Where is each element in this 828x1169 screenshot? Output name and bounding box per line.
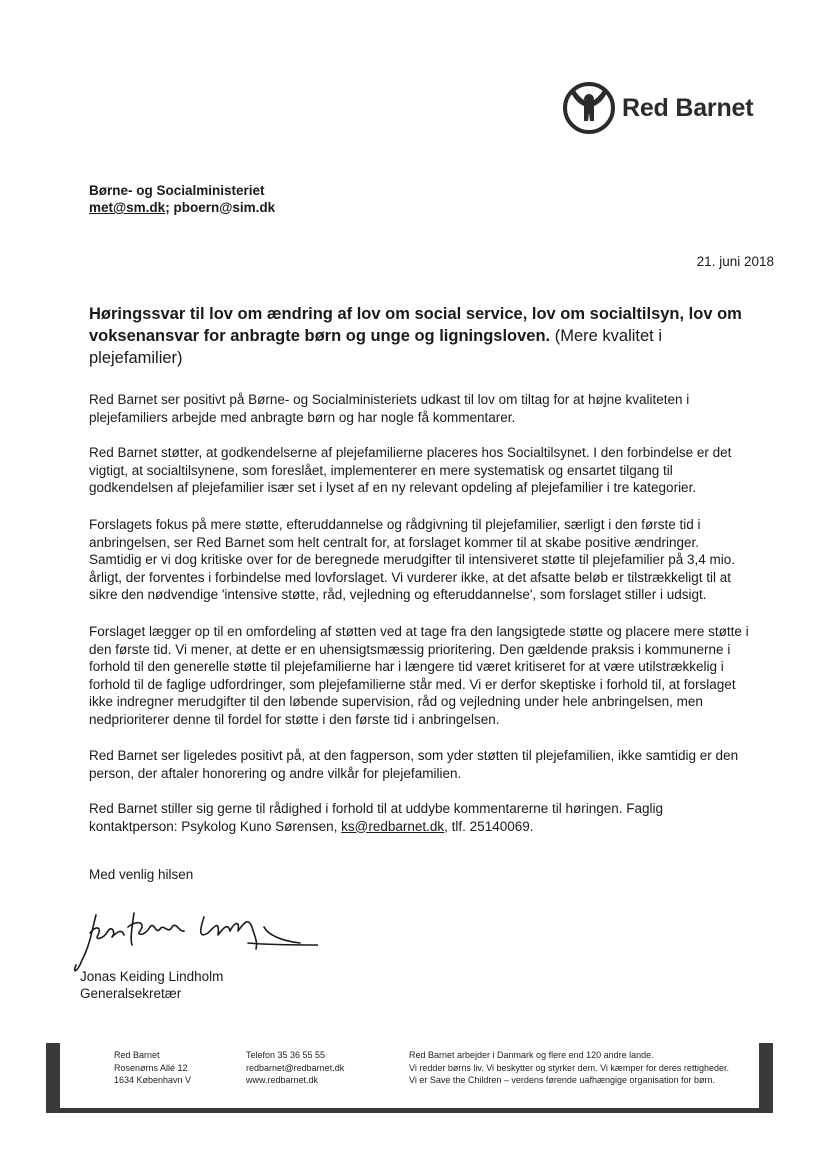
signer-title: Generalsekretær bbox=[80, 986, 182, 1001]
paragraph-text: Red Barnet ser positivt på Børne- og Socialministeriets udkast til lov om tiltag for at højne kvaliteten i plejefamiliers arbejde med anbragte børn og har nogle få kommentarer. bbox=[89, 392, 690, 425]
footer-address bbox=[114, 1049, 191, 1087]
recipient-emails bbox=[89, 199, 275, 216]
paragraph-text: Red Barnet ser ligeledes positivt på, at den fagperson, som yder støtten til plejefamilien, ikke samtidig er den person, der aftaler honorering og andre vilkår for plejefamilien. bbox=[89, 748, 739, 781]
footer-bottom-line bbox=[46, 1108, 773, 1113]
footer-left-bar bbox=[46, 1043, 60, 1113]
recipient-email-1[interactable]: met@sm.dk bbox=[89, 200, 166, 215]
paragraph-text: Red Barnet støtter, at godkendelserne af plejefamilierne placeres hos Socialtilsynet. I den forbindelse er det vigtigt, at socialtilsynene, som foreslået, implementerer en mere systematisk og ensartet tilgang til godkendelsen af plejefamilier især set i lyset af en ny relevant opdeling af plejefamilier i tre kategorier. bbox=[89, 445, 732, 496]
signer-name: Jonas Keiding Lindholm bbox=[80, 969, 224, 984]
contact-before: Red Barnet stiller sig gerne til rådighed i forhold til at uddybe kommentarerne til høringen. Faglig kontaktperson: Psykolog Kuno Sørensen, bbox=[89, 801, 664, 834]
footer-contact bbox=[246, 1049, 344, 1087]
footer-street: Rosenørns Allé 12 bbox=[114, 1062, 188, 1073]
footer-mission-line: Vi redder børns liv. Vi beskytter og styrker dem. Vi kæmper for deres rettigheder. bbox=[409, 1062, 729, 1073]
footer-website[interactable]: www.redbarnet.dk bbox=[246, 1075, 319, 1085]
paragraph-5 bbox=[89, 747, 749, 782]
letter-heading bbox=[89, 303, 744, 369]
email-separator: ; bbox=[165, 200, 174, 215]
heading-bold: Høringssvar til lov om ændring af lov om social service, lov om socialtilsyn, lov om voksenansvar for anbragte børn og unge og ligningsloven. bbox=[89, 305, 742, 345]
paragraph-text: Forslaget lægger op til en omfordeling af støtten ved at tage fra den langsigtede støtte og placere mere støtte i den første tid. Vi mener, at dette er en uhensigtsmæssig prioritering. Den gældende praksis i kommunerne i forhold til den generelle støtte til plejefamilierne har i længere tid været kritiseret for at være utilstrækkelig i forhold til de faglige udfordringer, som plejefamilierne står med. Vi er derfor skeptiske i forhold til, at forslaget ikke indregner merudgifter til den løbende supervision, råd og vejledning under hele anbringelsen, men nedprioriterer denne til fordel for støtte i den første tid i anbringelsen. bbox=[89, 624, 749, 727]
paragraph-text: Forslagets fokus på mere støtte, efteruddannelse og rådgivning til plejefamilier, særligt i den første tid i anbringelsen, ser Red Barnet som helt centralt for, at forslaget kommer til at skabe positive ændringer. Samtidig er vi dog kritiske over for de beregnede merudgifter til intensiveret støtte til plejefamilier på 3,4 mio. årligt, der forventes i forbindelse med lovforslaget. Vi vurderer ikke, at det afsatte beløb er tilstrækkeligt til at sikre den nødvendige 'intensive støtte, råd, vejledning og efteruddannelse', som forslaget stiller i udsigt. bbox=[89, 517, 736, 603]
footer-email[interactable]: redbarnet@redbarnet.dk bbox=[246, 1062, 345, 1073]
footer-mission bbox=[409, 1049, 729, 1087]
closing: Med venlig hilsen bbox=[89, 867, 194, 882]
footer-phone: Telefon 35 36 55 55 bbox=[246, 1050, 326, 1060]
logo-text: Red Barnet bbox=[622, 93, 754, 122]
footer-city: 1634 København V bbox=[114, 1075, 192, 1085]
contact-email-link[interactable]: ks@redbarnet.dk bbox=[341, 818, 445, 834]
heading-normal: (Mere kvalitet i plejefamilier) bbox=[89, 327, 663, 367]
recipient-org: Børne- og Socialministeriet bbox=[89, 183, 265, 198]
contact-after: , tlf. 25140069. bbox=[444, 818, 534, 834]
paragraph-4 bbox=[89, 623, 749, 729]
contact-text bbox=[89, 800, 749, 835]
child-logo-icon bbox=[562, 81, 616, 135]
signer-block bbox=[80, 968, 223, 1002]
recipient-email-2[interactable]: pboern@sim.dk bbox=[173, 200, 276, 215]
paragraph-1 bbox=[89, 391, 749, 426]
contact-paragraph bbox=[89, 800, 749, 835]
footer-mission-line: Red Barnet arbejder i Danmark og flere end 120 andre lande. bbox=[409, 1050, 654, 1060]
footer-right-bar bbox=[759, 1043, 773, 1113]
paragraph-3 bbox=[89, 516, 749, 604]
recipient-block bbox=[89, 182, 275, 216]
footer-mission-line: Vi er Save the Children – verdens førende uafhængige organisation for børn. bbox=[409, 1075, 716, 1085]
letter-date: 21. juni 2018 bbox=[696, 254, 774, 269]
red-barnet-logo bbox=[562, 80, 753, 136]
paragraph-2 bbox=[89, 444, 749, 497]
footer-org-name: Red Barnet bbox=[114, 1050, 160, 1060]
